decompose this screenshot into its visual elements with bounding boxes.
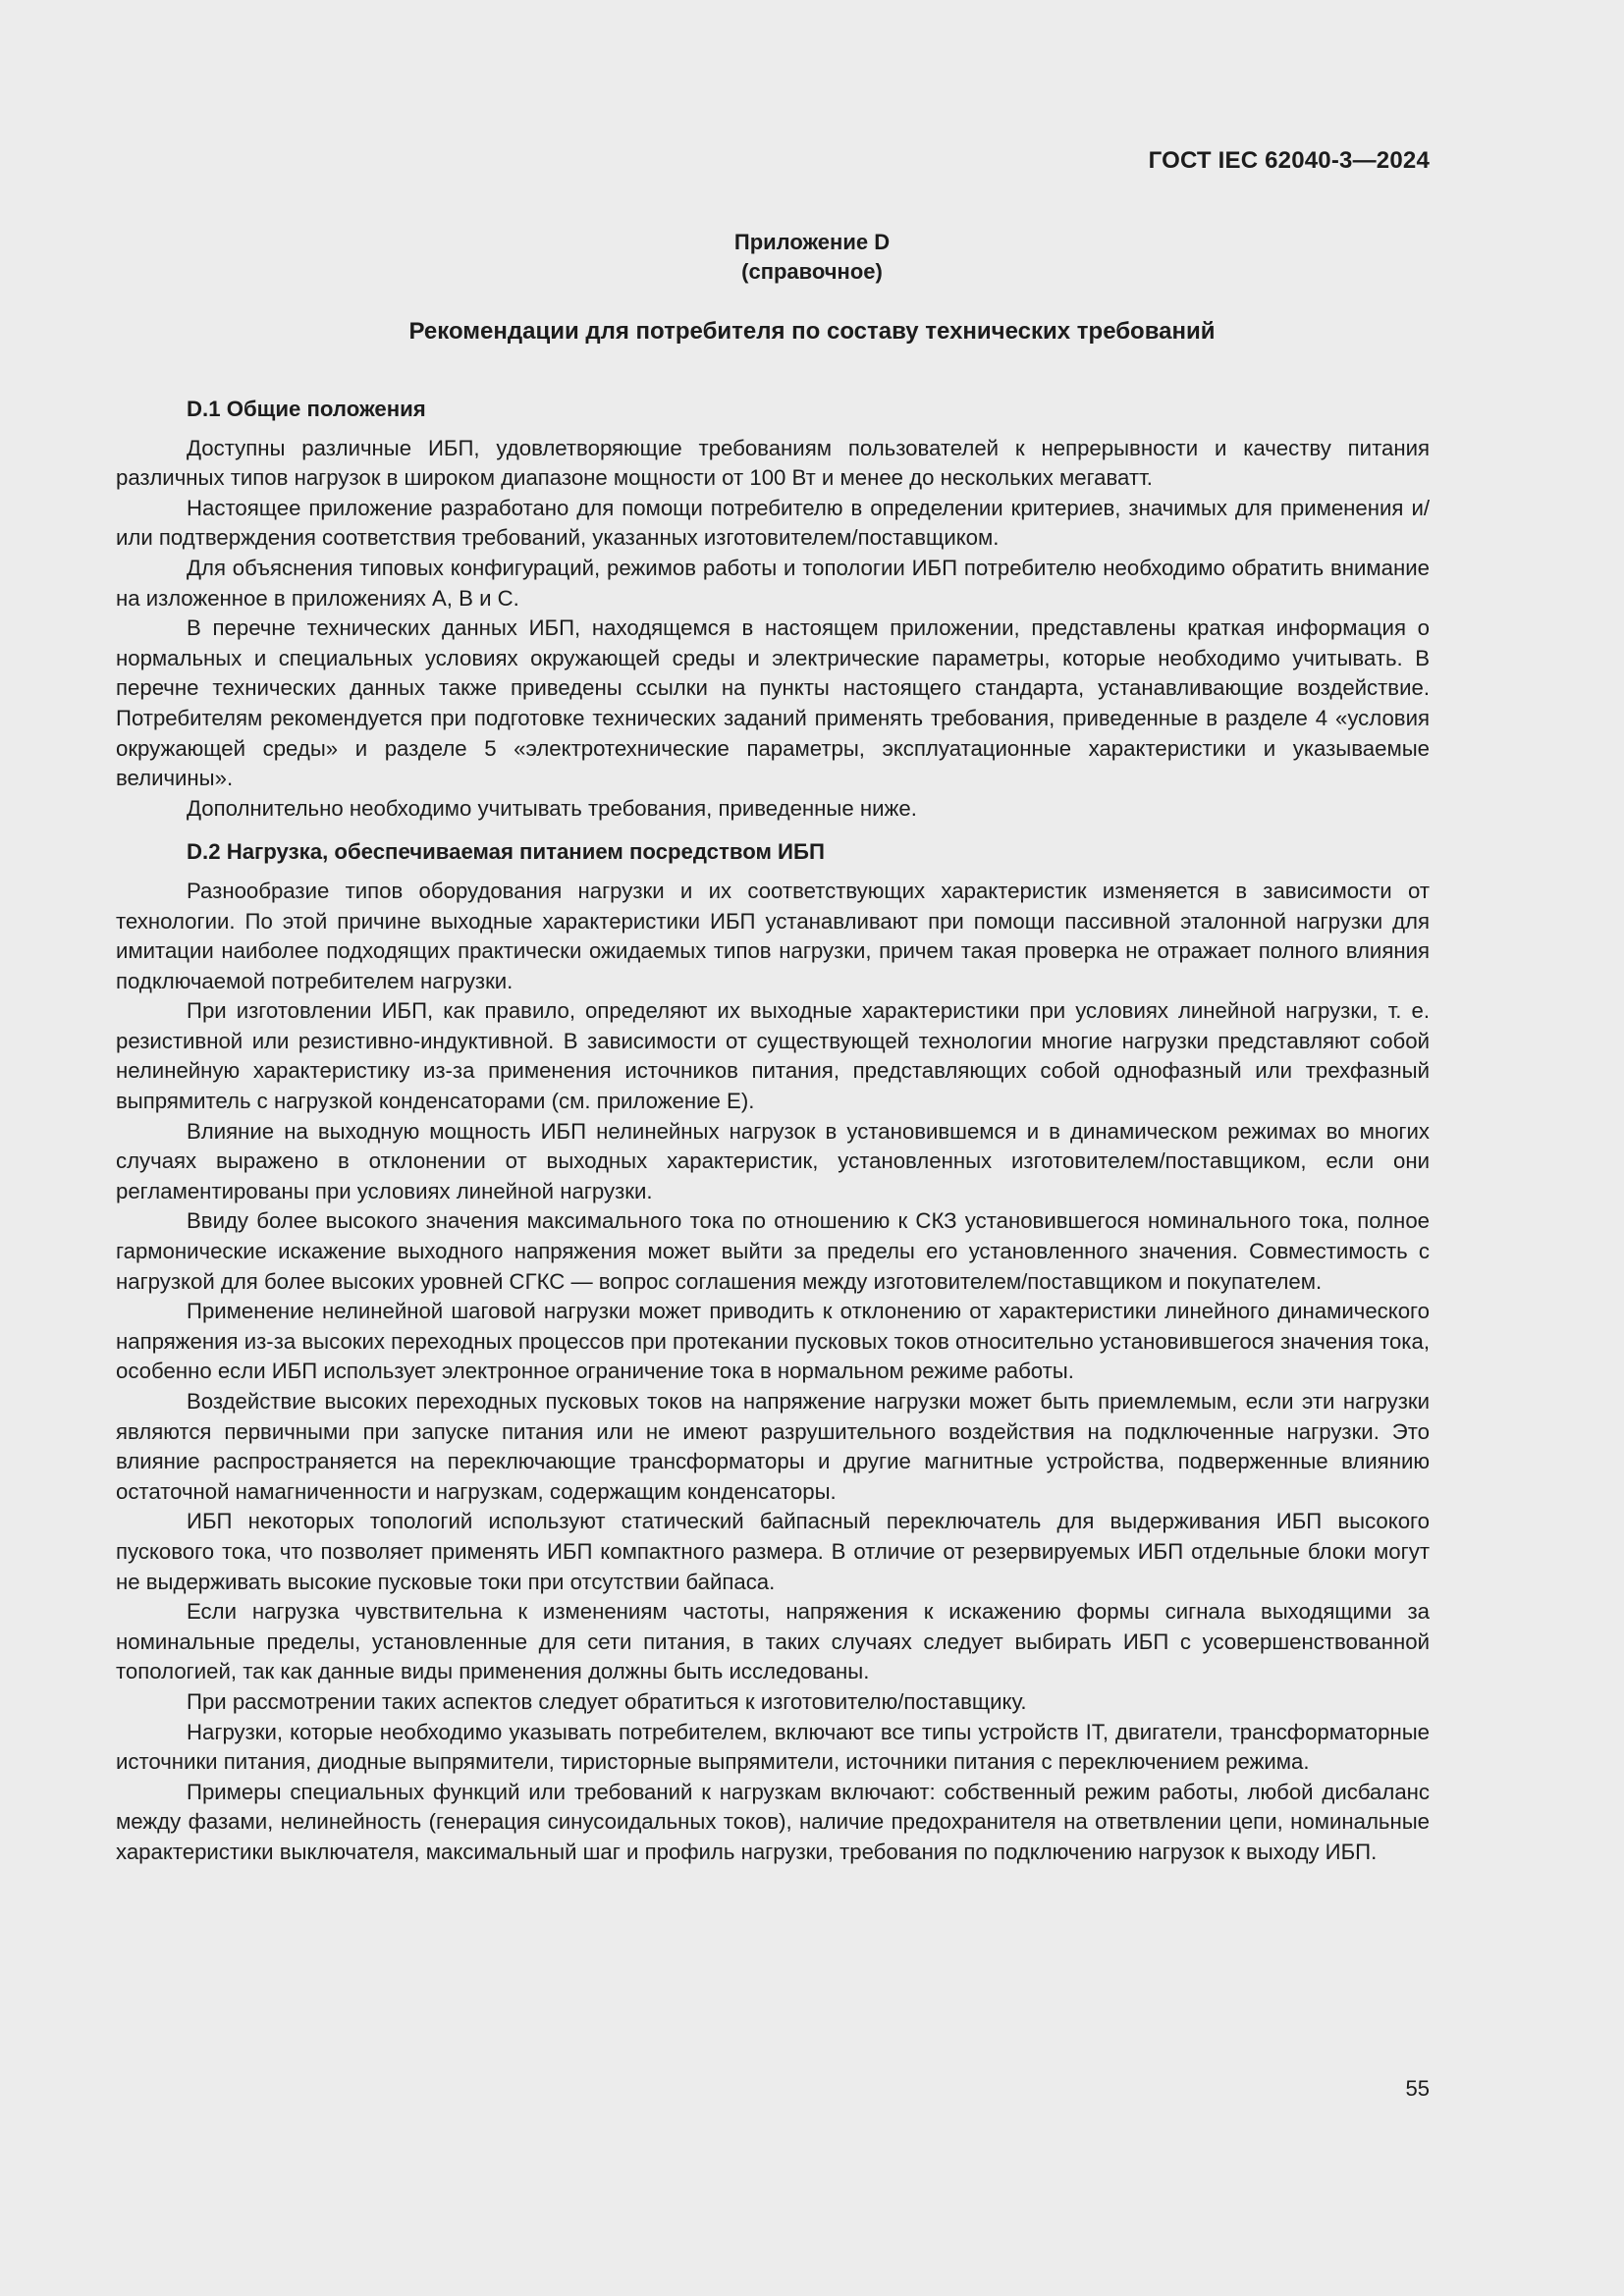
- section-title: D.1 Общие положения: [187, 397, 426, 421]
- paragraph: Для объяснения типовых конфигураций, режимов работы и топологии ИБП потребителю необходимо обратить внимание на изложенное в приложениях А, В и С.: [116, 555, 1430, 611]
- paragraph: Настоящее приложение разработано для помощи потребителю в определении критериев, значимых для применения и/или подтверждения соответствия требований, указанных изготовителем/поставщиком.: [116, 495, 1430, 551]
- paragraph: Воздействие высоких переходных пусковых токов на напряжение нагрузки может быть приемлемым, если эти нагрузки являются первичными при запуске питания или не имеют разрушительного воздействия на подключенные нагрузки. Это влияние распространяется на переключающие трансформаторы и другие магнитные устройства, подверженные влиянию остаточной намагниченности и нагрузкам, содержащим конденсаторы.: [116, 1389, 1430, 1504]
- document-body: [116, 395, 1430, 1868]
- appendix-title-block: [0, 228, 1624, 287]
- paragraph: В перечне технических данных ИБП, находящемся в настоящем приложении, представлены краткая информация о нормальных и специальных условиях окружающей среды и электрические параметры, которые необходимо учитывать. В перечне технических данных также приведены ссылки на пункты настоящего стандарта, устанавливающие воздействие. Потребителям рекомендуется при подготовке технических заданий применять требования, приведенные в разделе 4 «условия окружающей среды» и разделе 5 «электротехнические параметры, эксплуатационные характеристики и указываемые величины».: [116, 615, 1430, 791]
- paragraph: Разнообразие типов оборудования нагрузки и их соответствующих характеристик изменяется в зависимости от технологии. По этой причине выходные характеристики ИБП устанавливают при помощи пассивной эталонной нагрузки для имитации наиболее подходящих практически ожидаемых типов нагрузки, причем такая проверка не отражает полного влияния подключаемой потребителем нагрузки.: [116, 878, 1430, 993]
- page-number: 55: [1405, 2076, 1430, 2101]
- document-standard-id: ГОСТ IEC 62040-3—2024: [1148, 147, 1430, 174]
- paragraph: Примеры специальных функций или требований к нагрузкам включают: собственный режим работы, любой дисбаланс между фазами, нелинейность (генерация синусоидальных токов), наличие предохранителя на ответвлении цепи, номинальные характеристики выключателя, максимальный шаг и профиль нагрузки, требования по подключению нагрузок к выходу ИБП.: [116, 1779, 1430, 1864]
- paragraph: При изготовлении ИБП, как правило, определяют их выходные характеристики при условиях линейной нагрузки, т. е. резистивной или резистивно-индуктивной. В зависимости от существующей технологии многие нагрузки представляют собой нелинейную характеристику из-за применения источников питания, представляющих собой однофазный или трехфазный выпрямитель с нагрузкой конденсаторами (см. приложение Е).: [116, 998, 1430, 1114]
- paragraph: При рассмотрении таких аспектов следует обратиться к изготовителю/поставщику.: [187, 1688, 1027, 1714]
- paragraph: Если нагрузка чувствительна к изменениям частоты, напряжения к искажению формы сигнала выходящими за номинальные пределы, установленные для сети питания, в таких случаях следует выбирать ИБП с усовершенствованной топологией, так как данные виды применения должны быть исследованы.: [116, 1599, 1430, 1684]
- section-title: D.2 Нагрузка, обеспечиваемая питанием посредством ИБП: [187, 839, 825, 865]
- paragraph: Доступны различные ИБП, удовлетворяющие требованиям пользователей к непрерывности и качеству питания различных типов нагрузок в широком диапазоне мощности от 100 Вт и менее до нескольких мегаватт.: [116, 435, 1430, 491]
- appendix-subtitle: (справочное): [741, 259, 883, 284]
- paragraph: Влияние на выходную мощность ИБП нелинейных нагрузок в установившемся и в динамическом режимах во многих случаях выражено в отклонении от выходных характеристик, установленных изготовителем/поставщиком, если они регламентированы при условиях линейной нагрузки.: [116, 1118, 1430, 1203]
- paragraph: Применение нелинейной шаговой нагрузки может приводить к отклонению от характеристики линейного динамического напряжения из-за высоких переходных процессов при протекании пусковых токов относительно установившегося значения тока, особенно если ИБП использует электронное ограничение тока в нормальном режиме работы.: [116, 1299, 1430, 1384]
- appendix-heading: Рекомендации для потребителя по составу технических требований: [408, 318, 1216, 345]
- paragraph: Нагрузки, которые необходимо указывать потребителем, включают все типы устройств IT, двигатели, трансформаторные источники питания, диодные выпрямители, тиристорные выпрямители, источники питания с переключением режима.: [116, 1719, 1430, 1775]
- paragraph: Дополнительно необходимо учитывать требования, приведенные ниже.: [187, 795, 917, 821]
- appendix-title: Приложение D: [733, 230, 891, 254]
- paragraph: ИБП некоторых топологий используют статический байпасный переключатель для выдерживания ИБП высокого пускового тока, что позволяет применять ИБП компактного размера. В отличие от резервируемых ИБП отдельные блоки могут не выдерживать высокие пусковые токи при отсутствии байпаса.: [116, 1509, 1430, 1594]
- paragraph: Ввиду более высокого значения максимального тока по отношению к СКЗ установившегося номинального тока, полное гармонические искажение выходного напряжения может выйти за пределы его установленного значения. Совместимость с нагрузкой для более высоких уровней СГКС — вопрос соглашения между изготовителем/поставщиком и покупателем.: [116, 1208, 1430, 1294]
